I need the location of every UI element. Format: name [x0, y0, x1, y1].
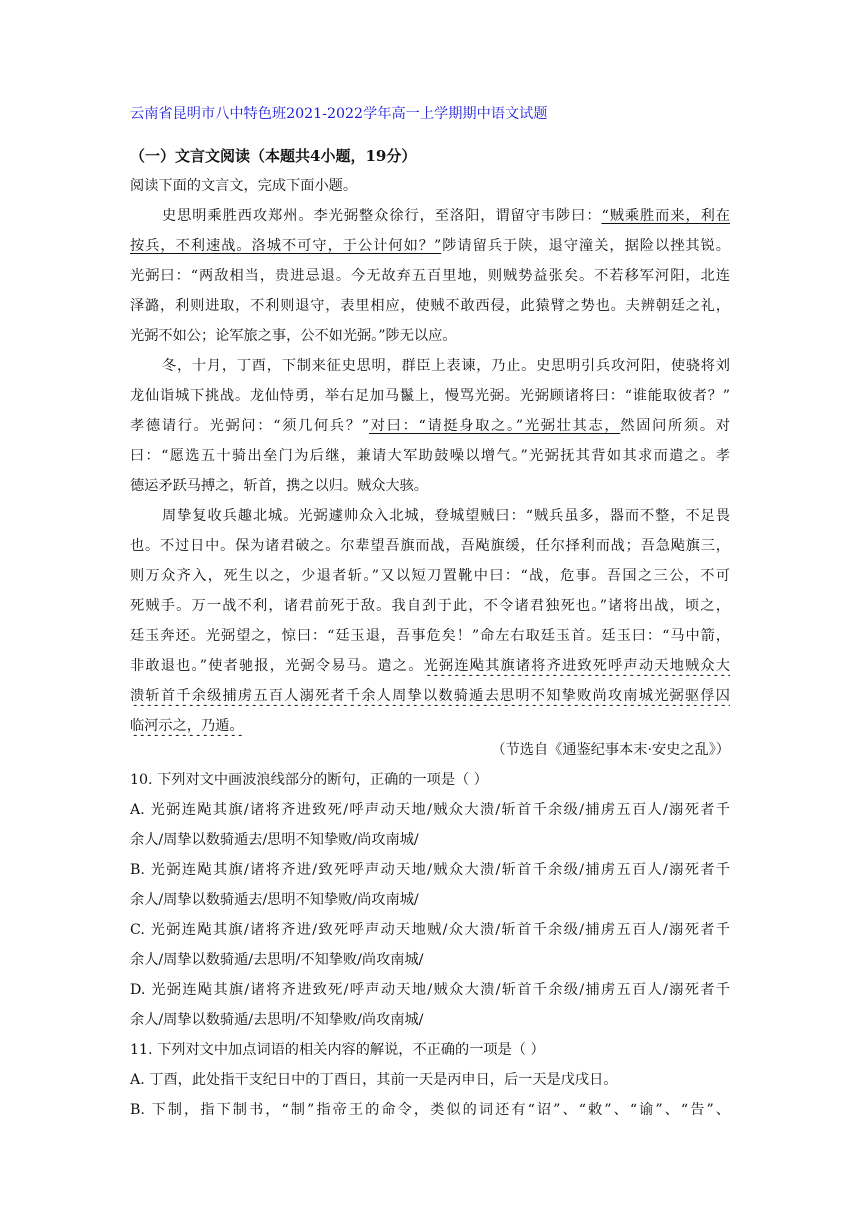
passage-line: 光弼曰：“两敌相当，贵进忌退。今无故弃五百里地，则贼势益张矣。不若移军河阳，北连 [130, 268, 730, 284]
question-10-option-b-cont: 余人/周挚以数骑遁去/思明不知挚败/尚攻南城/ [130, 892, 419, 908]
passage-source: （节选自《通鉴纪事本末·安史之乱》） [491, 742, 730, 758]
dotted-character: 三 [653, 568, 670, 584]
passage-line: 则万众齐入，死生以之，少退者斩。”又以短刀置靴中曰：“战，危事。吾国之三公，不可 [130, 568, 730, 584]
passage-line: 非敢退也。”使者驰报，光弼令易马。遣之。光弼连飐其旗诸将齐进致死呼声动天地贼众大 [130, 658, 730, 674]
question-10-option-a: A. 光弼连飐其旗/诸将齐进致死/呼声动天地/贼众大溃/斩首千余级/捕虏五百人/溺死者千 [130, 802, 730, 818]
passage-line: 龙仙诣城下挑战。龙仙恃勇，举右足加马鬣上，慢骂光弼。光弼顾诸将曰：“谁能取彼者？” [130, 388, 730, 404]
dotted-character: 酉 [251, 358, 267, 374]
question-11-option-a: A. 丁酉，此处指干支纪日中的丁酉日，其前一天是丙申日，后一天是戊戌日。 [130, 1072, 618, 1088]
question-10-stem: 10. 下列对文中画波浪线部分的断句，正确的一项是（ ） [130, 772, 488, 788]
section-heading: （一）文言文阅读（本题共4小题，19分） [130, 147, 417, 165]
passage-line: 死贼手。万一战不利，诸君前死于敌。我自刭于此，不令诸君独死也。”诸将出战，顷之， [130, 598, 730, 614]
passage-line: 泽潞，利则进取，不利则退守，表里相应，使贼不敢西侵，此猿臂之势也。夫辨朝廷之礼， [130, 298, 730, 314]
dotted-character: 丁 [236, 358, 252, 374]
passage-line: 史思明乘胜西攻郑州。李光弼整众徐行，至洛阳，谓留守韦陟曰：“贼乘胜而来，利在 [162, 208, 730, 224]
question-10-option-a-cont: 余人/周挚以数骑遁去/思明不知挚败/尚攻南城/ [130, 832, 419, 848]
dotted-character: 制 [296, 358, 312, 374]
passage-line: 按兵，不利速战。洛城不可守，于公计何如？”陟请留兵于陕，退守潼关，据险以挫其锐。 [130, 238, 730, 254]
underlined-sentence: “贼乘胜而来，利在 [601, 208, 730, 224]
wavy-underlined-text: 溃斩首千余级捕虏五百人溺死者千余人周挚以数骑遁去思明不知挚败尚攻南城光弼驱俘囚 [130, 688, 730, 704]
wavy-underlined-text: 光弼连飐其旗诸将齐进致死呼声动天地贼众大 [423, 658, 730, 674]
passage-line: 孝德请行。光弼问：“须几何兵？”对曰：“请挺身取之。”光弼壮其志，然固问所须。对 [130, 418, 730, 434]
question-10-option-b: B. 光弼连飐其旗/诸将齐进/致死呼声动天地/贼众大溃/斩首千余级/捕虏五百人/溺死者千 [130, 862, 730, 878]
question-11-stem: 11. 下列对文中加点词语的相关内容的解说，不正确的一项是（ ） [130, 1042, 545, 1058]
instruction-text: 阅读下面的文言文，完成下面小题。 [130, 178, 358, 194]
passage-line [130, 716, 730, 736]
passage-line [130, 686, 730, 706]
dotted-character: 垒 [263, 448, 279, 464]
passage-line: 廷玉奔还。光弼望之，惊曰：“廷玉退，吾事危矣！”命左右取廷玉首。廷玉曰：“马中箭， [130, 628, 730, 644]
question-11-option-b: B. 下制，指下制书，“制”指帝王的命令，类似的词还有“诏”、“敕”、“谕”、“告”、 [130, 1102, 730, 1118]
passage-line: 也。不过日中。保为诸君破之。尔辈望吾旗而战，吾飐旗缓，任尔择利而战；吾急飐旗三， [130, 538, 730, 554]
passage-line: 光弼不如公；论军旅之事，公不如光弼。”陟无以应。 [130, 328, 457, 344]
passage-line: 德运矛跃马搏之，斩首，携之以归。贼众大骇。 [130, 478, 428, 494]
passage-line: 曰：“愿选五十骑出垒门为后继，兼请大军助鼓噪以增气。”光弼抚其背如其求而遣之。孝 [130, 448, 730, 464]
passage-line: 周挚复收兵趣北城。光弼遽帅众入北城，登城望贼曰：“贼兵虽多，器而不整，不足畏 [162, 508, 730, 524]
question-10-option-c-cont: 余人/周挚以数骑遁/去思明/不知挚败/尚攻南城/ [130, 952, 424, 968]
dotted-character: 公 [669, 568, 685, 584]
wavy-underlined-text: 临河示之，乃遁。 [130, 718, 244, 734]
document-title: 云南省昆明市八中特色班2021-2022学年高一上学期期中语文试题 [130, 106, 548, 122]
question-10-option-d: D. 光弼连飐其旗/诸将齐进致死/呼声动天地/贼众大溃/斩首千余级/捕虏五百人/溺死者千 [130, 982, 730, 998]
underlined-sentence: 按兵，不利速战。洛城不可守，于公计何如？” [130, 238, 442, 254]
dotted-character: 下 [281, 358, 297, 374]
underlined-sentence: 对曰：“请挺身取之。”光弼壮其志， [369, 418, 621, 434]
question-10-option-c: C. 光弼连飐其旗/诸将齐进/致死呼声动天地贼/众大溃/斩首千余级/捕虏五百人/溺死者千 [130, 922, 730, 938]
question-10-option-d-cont: 余人/周挚以数骑遁/去思明/不知挚败/尚攻南城/ [130, 1012, 424, 1028]
passage-line: 冬，十月，丁酉，下制来征史思明，群臣上表谏，乃止。史思明引兵攻河阳，使骁将刘 [162, 358, 730, 374]
